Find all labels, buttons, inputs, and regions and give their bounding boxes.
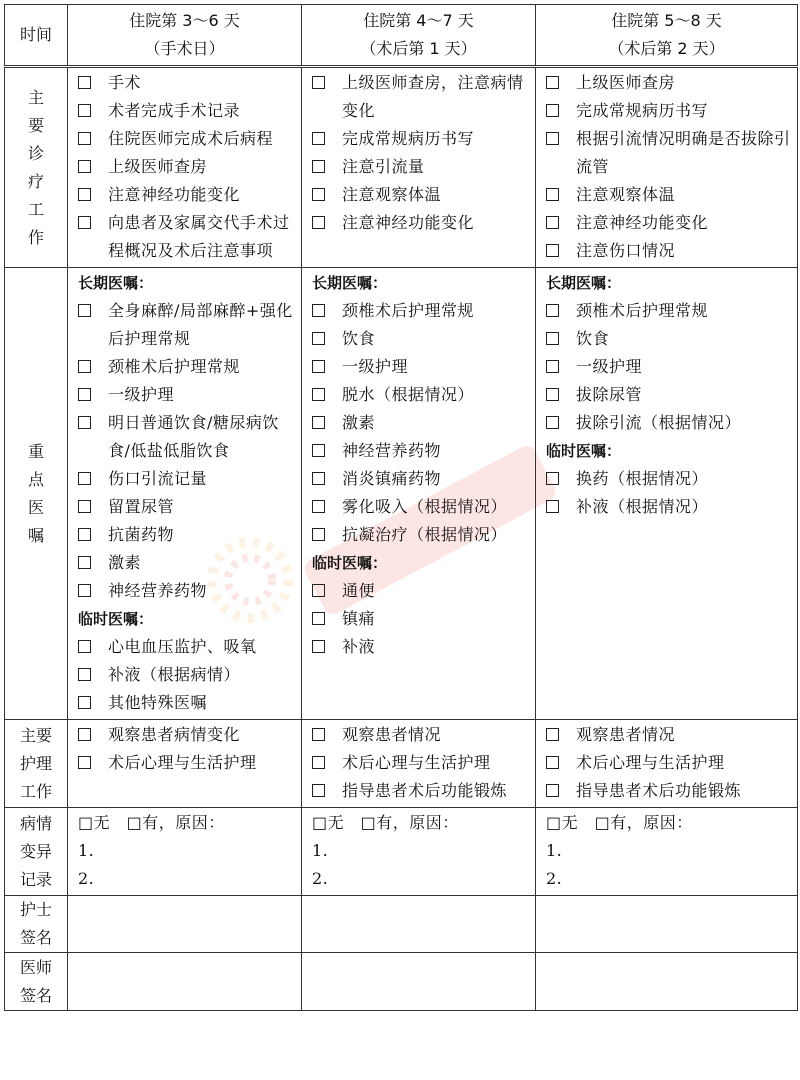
checklist-item [78,577,295,605]
nursing-row [5,720,798,808]
checklist-item-text: 留置尿管 [108,497,175,516]
checklist-item-text: 其他特殊医嘱 [108,693,208,712]
checklist-item-text: 手术 [108,73,142,92]
checklist-item [78,181,295,209]
checkbox-icon[interactable] [312,633,342,661]
nursing-cell-1 [68,720,302,808]
doctor-signature-field-1[interactable] [68,953,302,1011]
checkbox-icon[interactable] [546,409,576,437]
checklist-item [78,125,295,153]
diagnosis-cell-3 [536,67,798,268]
checkbox-icon[interactable] [546,493,576,521]
checklist-item [312,325,529,353]
nurse-signature-field-3[interactable] [536,896,798,953]
checklist-item-text: 向患者及家属交代手术过程概况及术后注意事项 [108,213,290,260]
checklist-item-text: 补液 [342,637,376,656]
checklist-item-text: 神经营养药物 [342,441,442,460]
checklist-item [312,353,529,381]
doctor-signature-field-3[interactable] [536,953,798,1011]
orders-row [5,268,798,720]
day-5-8-header: 住院第 5～8 天 （术后第 2 天） [536,5,798,67]
variance-reason-2[interactable]: 2. [78,869,95,888]
checkbox-icon[interactable] [78,577,108,605]
nurse-signature-field-2[interactable] [302,896,536,953]
checklist-item-text: 拔除尿管 [576,385,643,404]
checklist-item [78,633,295,661]
checklist-item-text: 颈椎术后护理常规 [342,301,475,320]
nurse-signature-row [5,896,798,953]
checkbox-icon[interactable] [546,325,576,353]
checklist-item [312,493,529,521]
checkbox-icon[interactable] [78,181,108,209]
checklist-item-text: 注意观察体温 [342,185,442,204]
variance-cell-3 [536,808,798,896]
checklist-item [78,297,295,353]
checklist-item [312,297,529,325]
checkbox-icon[interactable] [546,209,576,237]
checkbox-icon[interactable] [78,549,108,577]
checklist-item-text: 全身麻醉/局部麻醉+强化后护理常规 [108,301,293,348]
checkbox-icon[interactable] [78,465,108,493]
checkbox-icon[interactable] [312,721,342,749]
diagnosis-cell-1 [68,67,302,268]
temporary-orders-label: 临时医嘱： [78,610,154,628]
checklist-item [78,549,295,577]
checklist-item-text: 神经营养药物 [108,581,208,600]
checklist-item-text: 术后心理与生活护理 [108,753,257,772]
checklist-item-text: 消炎镇痛药物 [342,469,442,488]
checklist-item-text: 明日普通饮食/糖尿病饮食/低盐低脂饮食 [108,413,279,460]
variance-cell-1 [68,808,302,896]
checkbox-icon[interactable] [312,777,342,805]
nursing-cell-2 [302,720,536,808]
checklist-item [312,633,529,661]
variance-options[interactable]: □无 □有，原因： [78,813,225,832]
checkbox-icon[interactable] [546,721,576,749]
checklist-item-text: 上级医师查房，注意病情变化 [342,73,524,120]
checklist-item-text: 指导患者术后功能锻炼 [342,781,508,800]
checklist-item [78,209,295,265]
checklist-item-text: 脱水（根据情况） [342,385,475,404]
checkbox-icon[interactable] [78,661,108,689]
checklist-item-text: 注意神经功能变化 [342,213,475,232]
checklist-item [546,493,791,521]
checklist-item-text: 抗菌药物 [108,525,175,544]
checklist-item [546,69,791,97]
doctor-signature-label: 医师签名 [5,953,68,1011]
checklist-item-text: 伤口引流记量 [108,469,208,488]
checkbox-icon[interactable] [78,381,108,409]
checkbox-icon[interactable] [546,181,576,209]
checklist-item [78,721,295,749]
checkbox-icon[interactable] [312,493,342,521]
checklist-item-text: 激素 [108,553,142,572]
checklist-item-text: 上级医师查房 [108,157,208,176]
checkbox-icon[interactable] [78,69,108,97]
checklist-item-text: 术后心理与生活护理 [576,753,725,772]
checklist-item-text: 一级护理 [576,357,643,376]
checkbox-icon[interactable] [78,689,108,717]
checklist-item [78,153,295,181]
checklist-item-text: 颈椎术后护理常规 [576,301,709,320]
checkbox-icon[interactable] [78,721,108,749]
checklist-item-text: 换药（根据情况） [576,469,709,488]
diagnosis-label: 主要诊疗工作 [5,67,68,268]
checklist-item [78,749,295,777]
checklist-item [78,353,295,381]
checklist-item [312,209,529,237]
checklist-item [546,237,791,265]
checklist-item [546,297,791,325]
long-term-orders-label: 长期医嘱： [546,274,622,292]
checklist-item-text: 一级护理 [342,357,409,376]
checkbox-icon[interactable] [78,409,108,437]
checkbox-icon[interactable] [78,153,108,181]
doctor-signature-field-2[interactable] [302,953,536,1011]
checkbox-icon[interactable] [78,209,108,237]
header-row [5,5,798,67]
checkbox-icon[interactable] [546,353,576,381]
checklist-item [546,181,791,209]
checklist-item [546,125,791,181]
checklist-item [312,465,529,493]
variance-reason-2[interactable]: 2. [312,869,329,888]
temporary-orders-label: 临时医嘱： [312,554,388,572]
checklist-item [312,605,529,633]
checklist-item [78,661,295,689]
checklist-item-text: 注意神经功能变化 [108,185,241,204]
checklist-item-text: 完成常规病历书写 [342,129,475,148]
doctor-signature-row [5,953,798,1011]
checklist-item-text: 观察患者情况 [576,725,676,744]
checkbox-icon[interactable] [312,605,342,633]
checkbox-icon[interactable] [312,297,342,325]
checklist-item-text: 术者完成手术记录 [108,101,241,120]
checkbox-icon[interactable] [312,521,342,549]
checklist-item [546,325,791,353]
time-label: 时间 [5,5,68,67]
checklist-item-text: 补液（根据情况） [576,497,709,516]
day-4-7-header: 住院第 4～7 天 （术后第 1 天） [302,5,536,67]
nursing-label: 主要护理工作 [5,720,68,808]
checklist-item [312,521,529,549]
checkbox-icon[interactable] [312,153,342,181]
checklist-item-text: 指导患者术后功能锻炼 [576,781,742,800]
checklist-item [546,97,791,125]
checklist-item-text: 注意神经功能变化 [576,213,709,232]
checklist-item [546,777,791,805]
checklist-item [78,409,295,465]
long-term-orders-label: 长期医嘱： [312,274,388,292]
checklist-item-text: 通便 [342,581,376,600]
checkbox-icon[interactable] [78,125,108,153]
variance-reason-1[interactable]: 1. [546,841,563,860]
checklist-item-text: 抗凝治疗（根据情况） [342,525,508,544]
checklist-item-text: 注意引流量 [342,157,425,176]
checklist-item [312,381,529,409]
variance-options[interactable]: □无 □有，原因： [312,813,459,832]
checkbox-icon[interactable] [312,749,342,777]
diagnosis-row [5,67,798,268]
checklist-item [546,209,791,237]
variance-reason-1[interactable]: 1. [312,841,329,860]
checkbox-icon[interactable] [546,381,576,409]
checkbox-icon[interactable] [312,465,342,493]
checklist-item [78,465,295,493]
checkbox-icon[interactable] [312,577,342,605]
checkbox-icon[interactable] [546,69,576,97]
nursing-cell-3 [536,720,798,808]
checkbox-icon[interactable] [546,749,576,777]
checklist-item [546,409,791,437]
checklist-item-text: 补液（根据病情） [108,665,241,684]
checklist-item [78,493,295,521]
checklist-item-text: 颈椎术后护理常规 [108,357,241,376]
checklist-item [312,749,529,777]
checklist-item [312,153,529,181]
checkbox-icon[interactable] [312,381,342,409]
checklist-item-text: 术后心理与生活护理 [342,753,491,772]
variance-label: 病情变异记录 [5,808,68,896]
checklist-item-text: 雾化吸入（根据情况） [342,497,508,516]
checkbox-icon[interactable] [312,353,342,381]
checklist-item-text: 拔除引流（根据情况） [576,413,742,432]
long-term-orders-label: 长期医嘱： [78,274,154,292]
checklist-item [312,69,529,125]
orders-label: 重点医嘱 [5,268,68,720]
orders-cell-2 [302,268,536,720]
checklist-item-text: 镇痛 [342,609,376,628]
temporary-orders-label: 临时医嘱： [546,442,622,460]
checkbox-icon[interactable] [312,437,342,465]
variance-options[interactable]: □无 □有，原因： [546,813,693,832]
checkbox-icon[interactable] [546,97,576,125]
day-3-6-header: 住院第 3～6 天 （手术日） [68,5,302,67]
checkbox-icon[interactable] [312,209,342,237]
variance-reason-2[interactable]: 2. [546,869,563,888]
checklist-item [546,381,791,409]
checklist-item [78,97,295,125]
checklist-item-text: 上级医师查房 [576,73,676,92]
checkbox-icon[interactable] [312,181,342,209]
checklist-item [312,721,529,749]
checklist-item [312,577,529,605]
checklist-item-text: 注意观察体温 [576,185,676,204]
checklist-item-text: 观察患者情况 [342,725,442,744]
checklist-item-text: 完成常规病历书写 [576,101,709,120]
checkbox-icon[interactable] [546,237,576,265]
checklist-item-text: 注意伤口情况 [576,241,676,260]
checklist-item-text: 观察患者病情变化 [108,725,241,744]
checklist-item-text: 住院医师完成术后病程 [108,129,274,148]
checkbox-icon[interactable] [546,777,576,805]
orders-cell-3 [536,268,798,720]
checklist-item [312,777,529,805]
checkbox-icon[interactable] [78,353,108,381]
checklist-item [546,353,791,381]
checkbox-icon[interactable] [312,325,342,353]
checkbox-icon[interactable] [78,521,108,549]
checkbox-icon[interactable] [546,125,576,153]
checklist-item-text: 饮食 [342,329,376,348]
checkbox-icon[interactable] [78,749,108,777]
checkbox-icon[interactable] [78,97,108,125]
checklist-item-text: 一级护理 [108,385,175,404]
checkbox-icon[interactable] [312,409,342,437]
checklist-item [546,465,791,493]
checklist-item [312,437,529,465]
nurse-signature-label: 护士签名 [5,896,68,953]
checklist-item [546,749,791,777]
variance-row [5,808,798,896]
checkbox-icon[interactable] [78,297,108,325]
checklist-item [78,689,295,717]
checklist-item [312,125,529,153]
checkbox-icon[interactable] [78,493,108,521]
checklist-item [78,69,295,97]
checkbox-icon[interactable] [312,69,342,97]
variance-cell-2 [302,808,536,896]
checklist-item-text: 饮食 [576,329,610,348]
orders-cell-1 [68,268,302,720]
checklist-item-text: 激素 [342,413,376,432]
variance-reason-1[interactable]: 1. [78,841,95,860]
checklist-item [78,381,295,409]
checklist-item-text: 根据引流情况明确是否拔除引流管 [576,129,791,176]
checklist-item [312,181,529,209]
nurse-signature-field-1[interactable] [68,896,302,953]
checkbox-icon[interactable] [312,125,342,153]
checkbox-icon[interactable] [546,465,576,493]
checklist-item [78,521,295,549]
checklist-item-text: 心电血压监护、吸氧 [108,637,257,656]
checklist-item [312,409,529,437]
checkbox-icon[interactable] [78,633,108,661]
checkbox-icon[interactable] [546,297,576,325]
diagnosis-cell-2 [302,67,536,268]
checklist-item [546,721,791,749]
clinical-pathway-table [4,4,798,1011]
